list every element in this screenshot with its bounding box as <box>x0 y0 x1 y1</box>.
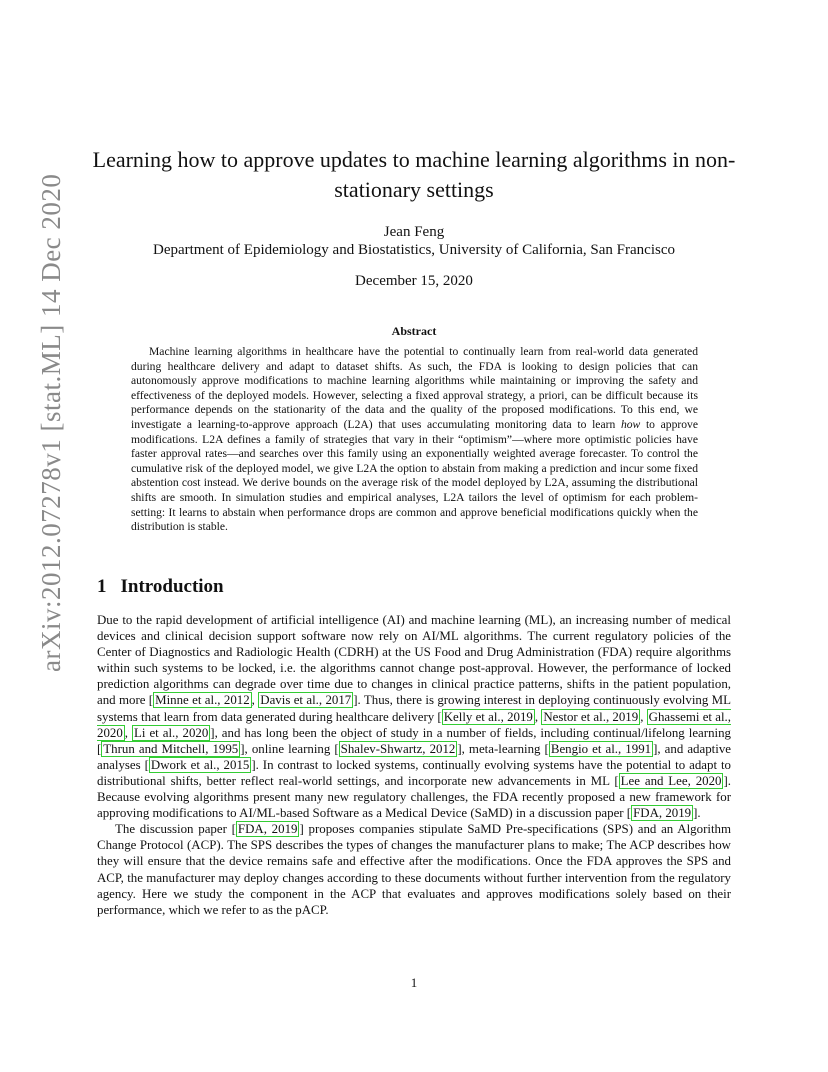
page-number: 1 <box>410 975 418 990</box>
text-run: , <box>124 725 132 740</box>
citation-link[interactable]: Kelly et al., 2019 <box>443 709 533 724</box>
citation-link[interactable]: Thrun and Mitchell, 1995 <box>103 741 239 756</box>
section-title: Introduction <box>120 576 224 597</box>
text-run: ]. Because evolving algorithms present many new regulatory challenges, the FDA recently proposed a new framework for approving modifications to AI/ML-based Software as a Medical Device (SaMD) in a discussion paper [ <box>97 773 731 821</box>
citation-link[interactable]: Bengio et al., 1991 <box>550 741 652 756</box>
abstract-text-part-1: Machine learning algorithms in healthcare have the potential to continually learn from real-world data generated during healthcare delivery and adapt to dataset shifts. As such, the FDA is looking to design policies that can autonomously approve modifications to machine learning algorithms while maintaining or improving the safety and effectiveness of the deployed models. However, selecting a fixed approval strategy, a priori, can be difficult because its performance depends on the stationarity of the data and the quality of the proposed modifications. To this end, we investigate a learning-to-approve approach (L2A) that uses accumulating monitoring data to learn <box>131 345 698 431</box>
citation-link[interactable]: Davis et al., 2017 <box>260 693 352 708</box>
text-run: The discussion paper [ <box>115 822 236 837</box>
paragraph-2 <box>97 821 731 918</box>
text-run: ]. In contrast to locked systems, continually evolving systems have the potential to adapt to distributional shifts, better reflect real-world settings, and incorporate new advancements in ML [ <box>97 757 731 788</box>
section-number: 1 <box>97 576 107 597</box>
citation-link[interactable]: FDA, 2019 <box>237 822 298 837</box>
citation-link[interactable]: Ghassemi et al., 2020 <box>97 709 731 740</box>
author-affiliation: Department of Epidemiology and Biostatistics, University of California, San Francisco <box>153 242 675 258</box>
text-run: ] proposes companies stipulate SaMD Pre-specifications (SPS) and an Algorithm Change Protocol (ACP). The SPS describes the types of changes the manufacturer plans to make; The ACP describes how they will ensure that the device remains safe and effective after the modifications. Once the FDA approves the SPS and ACP, the manufacturer may deploy changes according to these documents without further intervention from the regulatory agency. Here we study the component in the ACP that evaluates and approves modifications solely based on their performance, which we refer to as the pACP. <box>97 822 732 917</box>
text-run: ], and has long been the object of study in a number of fields, including continual/lifelong learning [ <box>97 725 731 756</box>
citation-link[interactable]: Nestor et al., 2019 <box>543 709 639 724</box>
citation-link[interactable]: FDA, 2019 <box>633 806 692 821</box>
text-run: ]. Thus, there is growing interest in deploying continuously evolving ML systems that learn from data generated during healthcare delivery [ <box>97 693 731 724</box>
citation-link[interactable]: Li et al., 2020 <box>134 725 209 740</box>
arxiv-identifier-stamp: arXiv:2012.07278v1 [stat.ML] 14 Dec 2020 <box>36 173 66 672</box>
introduction-body <box>97 612 731 918</box>
text-run: , <box>251 693 259 708</box>
abstract-text-part-2: to approve modifications. L2A defines a family of strategies that vary in their “optimism”—where more optimistic policies have faster approval rates—and searches over this family using an exponentially weighted average forecaster. To control the cumulative risk of the deployed model, we give L2A the option to abstain from making a prediction and incur some fixed abstention cost instead. We derive bounds on the average risk of the model deployed by L2A, assuming the distributional shifts are smooth. In simulation studies and empirical analyses, L2A tailors the level of optimism for each problem-setting: It learns to abstain when performance drops are common and approve beneficial modifications quickly when the distribution is stable. <box>131 417 698 534</box>
author-name: Jean Feng <box>383 224 445 240</box>
text-run: ], and adaptive analyses [ <box>97 741 731 772</box>
citation-link[interactable]: Minne et al., 2012 <box>155 693 250 708</box>
paragraph-1 <box>97 612 731 821</box>
paper-date: December 15, 2020 <box>355 273 473 289</box>
text-run: Due to the rapid development of artificial intelligence (AI) and machine learning (ML), an increasing number of medical devices and clinical decision support software now rely on AI/ML algorithms. The current regulatory policies of the Center of Diagnostics and Radiologic Health (CDRH) at the US Food and Drug Administration (FDA) require algorithms within such systems to be locked, i.e. the algorithms cannot change post-approval. However, the performance of locked prediction algorithms can degrade over time due to changes in clinical practice patterns, shifts in the patient population, and more [ <box>97 613 731 708</box>
text-run: , <box>640 709 647 724</box>
citation-link[interactable]: Dwork et al., 2015 <box>150 757 250 772</box>
abstract-text <box>131 345 698 535</box>
paper-title: Learning how to approve updates to machine learning algorithms in non-stationary settings <box>92 147 736 202</box>
section-heading-introduction <box>97 576 224 598</box>
text-run: ], meta-learning [ <box>457 741 549 756</box>
citation-link[interactable]: Shalev-Shwartz, 2012 <box>340 741 456 756</box>
abstract-emphasis: how <box>620 417 641 431</box>
abstract-heading: Abstract <box>391 324 437 338</box>
text-run: , <box>534 709 542 724</box>
text-run: ], online learning [ <box>240 741 339 756</box>
text-run: ]. <box>693 806 701 821</box>
citation-link[interactable]: Lee and Lee, 2020 <box>620 773 722 788</box>
